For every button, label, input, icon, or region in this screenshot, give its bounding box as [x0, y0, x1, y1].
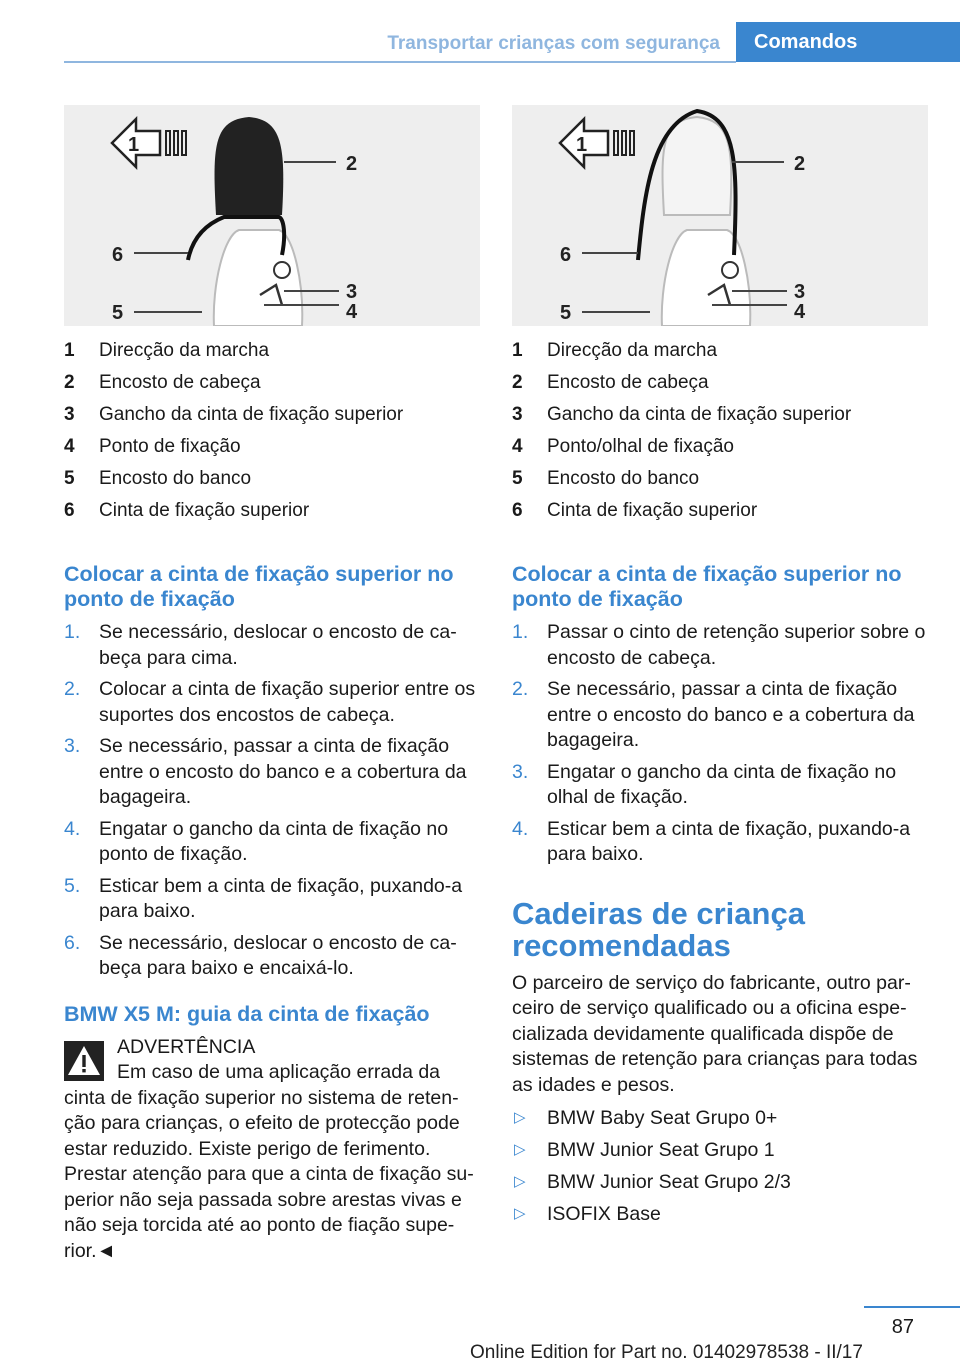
- legend-item: [512, 495, 922, 527]
- callout-4: 4: [346, 301, 358, 323]
- step-text: Engatar o gancho da cinta de fixação no ponto de fixação.: [99, 817, 449, 865]
- step-text: Colocar a cinta de fixação superior entre os suportes dos encostos de cabeça.: [99, 678, 476, 726]
- warning-text: cinta de fixação superior no sistema de retenção para crianças, o efeito de protecção pode estar reduzido. Existe perigo de ferimento. Prestar atenção para que a cinta de fixação superior não seja passada sobre arestas vivas e não seja torcida até ao ponto de fiação superior.◄: [64, 1086, 474, 1262]
- legend-item: [64, 367, 474, 399]
- legend-number: 6: [64, 500, 75, 521]
- step-text: Se necessário, passar a cinta de fixação entre o encosto do banco e a cobertura da bagageira.: [547, 678, 915, 751]
- callout-2: 2: [346, 153, 358, 175]
- legend-item: [512, 399, 922, 431]
- step-text: Passar o cinto de retenção superior sobre o encosto de cabeça.: [547, 621, 926, 669]
- header-section-title: Transportar crianças com segurança: [387, 33, 720, 54]
- triangle-bullet-icon: ▷: [514, 1109, 526, 1126]
- legend-left: [64, 335, 474, 527]
- callout-5: 5: [560, 302, 572, 324]
- step-number: 5.: [64, 874, 81, 897]
- list-item-text: BMW Junior Seat Grupo 2/3: [547, 1171, 791, 1193]
- legend-item: [512, 367, 922, 399]
- right-column: [512, 562, 928, 1230]
- callout-1: 1: [128, 134, 140, 156]
- step-text: Se necessário, passar a cinta de fixação entre o encosto do banco e a cobertura da bagageira.: [99, 735, 467, 808]
- list-item-text: BMW Junior Seat Grupo 1: [547, 1139, 775, 1161]
- legend-item: [64, 463, 474, 495]
- step-item: [64, 817, 480, 868]
- legend-number: 5: [64, 468, 75, 489]
- legend-number: 3: [512, 404, 523, 425]
- step-item: [64, 677, 480, 728]
- triangle-bullet-icon: ▷: [514, 1141, 526, 1158]
- legend-item: [64, 399, 474, 431]
- paragraph: O parceiro de serviço do fabricante, outro parceiro de serviço qualificado ou a oficina especializada devidamente qualificada dispõe de sistemas de retenção para crianças para todas as idades e pesos.: [512, 971, 918, 1096]
- list-item-text: BMW Baby Seat Grupo 0+: [547, 1107, 778, 1129]
- step-text: Esticar bem a cinta de fixação, puxando-a para baixo.: [99, 874, 463, 922]
- step-number: 2.: [64, 678, 81, 700]
- legend-number: 6: [512, 500, 523, 521]
- callout-3: 3: [346, 281, 358, 303]
- legend-number: 5: [512, 468, 523, 489]
- list-item-text: ISOFIX Base: [547, 1203, 661, 1225]
- legend-label: Direcção da marcha: [547, 340, 718, 361]
- legend-number: 2: [64, 372, 75, 393]
- legend-label: Direcção da marcha: [99, 340, 270, 361]
- step-item: [512, 620, 928, 671]
- step-item: [512, 677, 928, 754]
- callout-3: 3: [794, 281, 806, 303]
- legend-label: Gancho da cinta de fixação superior: [99, 404, 404, 425]
- step-text: Engatar o gancho da cinta de fixação no olhal de fixação.: [547, 760, 897, 808]
- step-number: 4.: [64, 817, 81, 840]
- legend-number: 3: [64, 404, 75, 425]
- legend-item: [64, 335, 474, 367]
- legend-label: Ponto/olhal de fixação: [547, 436, 734, 457]
- warning-triangle-icon: [64, 1041, 104, 1081]
- warning-title: ADVERTÊNCIA: [117, 1035, 256, 1058]
- triangle-bullet-icon: ▷: [514, 1173, 526, 1190]
- step-text: Se necessário, deslocar o encosto de cabeça para cima.: [99, 621, 457, 669]
- figure-headrest-closed: [64, 105, 480, 326]
- callout-6: 6: [560, 244, 572, 266]
- list-item: [512, 1134, 928, 1166]
- legend-item: [64, 431, 474, 463]
- figure-headrest-raised: [512, 105, 928, 326]
- step-item: [512, 817, 928, 868]
- arrow-left-icon: [112, 119, 186, 167]
- legend-label: Encosto de cabeça: [99, 372, 261, 393]
- legend-label: Cinta de fixação superior: [547, 500, 758, 521]
- step-number: 1.: [64, 621, 81, 643]
- legend-item: [512, 335, 922, 367]
- callout-1: 1: [576, 134, 588, 156]
- legend-number: 1: [512, 340, 523, 361]
- seat-list: [512, 1102, 928, 1230]
- step-number: 3.: [512, 760, 529, 783]
- step-number: 6.: [64, 931, 81, 954]
- legend-label: Encosto do banco: [547, 468, 700, 489]
- step-number: 4.: [512, 817, 529, 840]
- legend-label: Ponto de fixação: [99, 436, 241, 457]
- legend-number: 4: [512, 436, 523, 457]
- callout-6: 6: [112, 244, 124, 266]
- footer-edition: Online Edition for Part no. 01402978538 - II/17: [470, 1342, 863, 1363]
- callout-4: 4: [794, 301, 806, 323]
- step-item: [64, 620, 480, 671]
- legend-item: [64, 495, 474, 527]
- header-rule: [64, 61, 736, 63]
- legend-right: [512, 335, 922, 527]
- legend-label: Encosto do banco: [99, 468, 252, 489]
- step-number: 2.: [512, 678, 529, 700]
- header-chapter-tab[interactable]: Comandos: [736, 22, 960, 62]
- steps-list: [512, 620, 928, 868]
- legend-number: 4: [64, 436, 75, 457]
- step-number: 3.: [64, 735, 81, 757]
- step-item: [64, 734, 480, 811]
- section-title-child-seats: Cadeiras de criança recomendadas: [512, 895, 805, 963]
- step-item: [64, 931, 480, 982]
- legend-item: [512, 463, 922, 495]
- step-text: Esticar bem a cinta de fixação, puxando-a para baixo.: [547, 817, 911, 865]
- section-heading: Colocar a cinta de fixação superior no ponto de fixação: [512, 562, 902, 611]
- list-item: [512, 1166, 928, 1198]
- step-item: [512, 760, 928, 811]
- step-text: Se necessário, deslocar o encosto de cabeça para baixo e encaixá-lo.: [99, 931, 457, 979]
- callout-5: 5: [112, 302, 124, 324]
- triangle-bullet-icon: ▷: [514, 1205, 526, 1222]
- callout-2: 2: [794, 153, 806, 175]
- warning-block: [64, 1035, 480, 1265]
- legend-number: 2: [512, 372, 523, 393]
- legend-number: 1: [64, 340, 75, 361]
- step-item: [64, 874, 480, 925]
- section-heading: Colocar a cinta de fixação superior no ponto de fixação: [64, 562, 454, 611]
- section-heading-x5m: BMW X5 M: guia da cinta de fixação: [64, 1001, 430, 1026]
- footer-rule: [864, 1306, 960, 1308]
- page-number: 87: [891, 1316, 914, 1338]
- arrow-left-icon: [560, 119, 634, 167]
- step-number: 1.: [512, 621, 529, 643]
- list-item: [512, 1102, 928, 1134]
- legend-label: Encosto de cabeça: [547, 372, 709, 393]
- legend-label: Gancho da cinta de fixação superior: [547, 404, 852, 425]
- warning-text-first-line: Em caso de uma aplicação errada da: [117, 1061, 441, 1083]
- legend-item: [512, 431, 922, 463]
- left-column: [64, 562, 480, 1264]
- list-item: [512, 1198, 928, 1230]
- legend-label: Cinta de fixação superior: [99, 500, 310, 521]
- steps-list: [64, 620, 480, 982]
